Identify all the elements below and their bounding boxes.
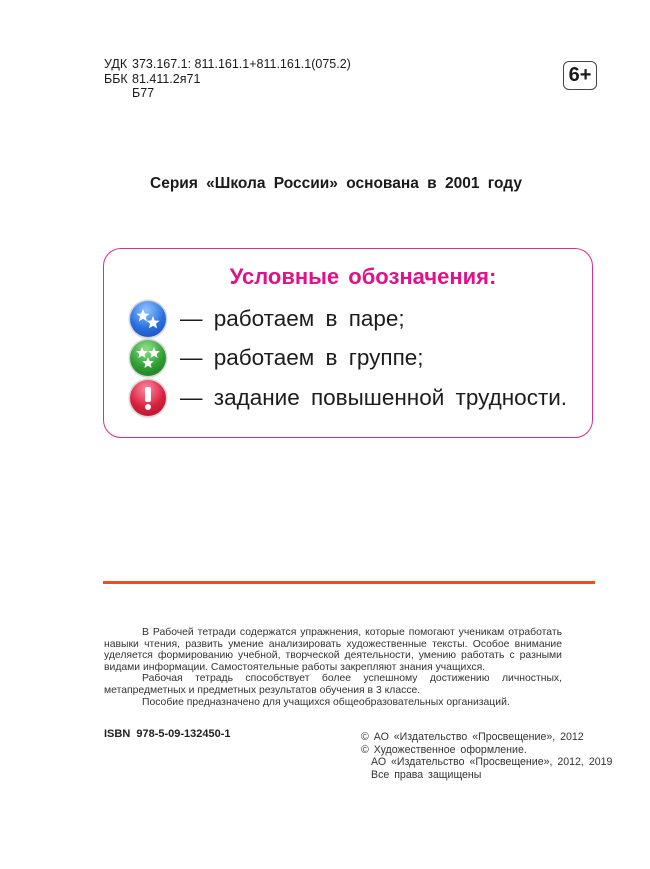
copyright-line: АО «Издательство «Просвещение», 2012, 2019 — [371, 756, 613, 769]
annotation-paragraph: Пособие предназначено для учащихся общеобразовательных организаций. — [142, 696, 510, 708]
three-stars-green-icon — [130, 340, 166, 376]
legend-title: Условные обозначения: — [229, 264, 497, 289]
legend-text-pair: — работаем в паре; — [180, 306, 405, 331]
annotation-paragraph: В Рабочей тетради содержатся упражнения, которые помогают ученикам отработать навыки чтения, развить умение анализировать художественные тексты. Особое внимание уделяется формированию учебной, творческой деятельности, умению работать с разными видами информации. Самостоятельные работы закрепляют знания учащихся. — [104, 627, 562, 673]
bbk-label: ББК — [104, 71, 128, 86]
annotation — [104, 627, 562, 708]
legend-text-group: — работаем в группе; — [180, 345, 424, 370]
divider-rule — [103, 581, 595, 584]
age-rating-badge: 6+ — [563, 61, 597, 90]
udk-label: УДК — [104, 57, 128, 71]
udk-value: 373.167.1: 811.161.1+811.161.1(075.2) — [132, 57, 351, 71]
author-mark: Б77 — [132, 86, 155, 100]
bbk-value: 81.411.2я71 — [132, 71, 201, 86]
two-stars-blue-icon — [130, 301, 166, 337]
copyright-line: © Художественное оформление. — [361, 743, 527, 756]
annotation-paragraph: Рабочая тетрадь способствует более успешному достижению личностных, метапредметных и предметных результатов обучения в 3 классе. — [104, 673, 562, 696]
series-line: Серия «Школа России» основана в 2001 году — [150, 175, 522, 192]
legend-item-difficult — [130, 378, 567, 418]
legend-text-difficult: — задание повышенной трудности. — [180, 385, 568, 410]
legend-item-group — [130, 338, 424, 378]
copyright-block — [361, 731, 612, 781]
exclamation-red-icon — [130, 380, 166, 416]
isbn: ISBN 978-5-09-132450-1 — [104, 728, 231, 740]
copyright-line: Все права защищены — [371, 768, 482, 781]
copyright-line: © АО «Издательство «Просвещение», 2012 — [361, 731, 584, 743]
legend-item-pair — [130, 299, 405, 339]
classification-codes — [104, 57, 351, 101]
